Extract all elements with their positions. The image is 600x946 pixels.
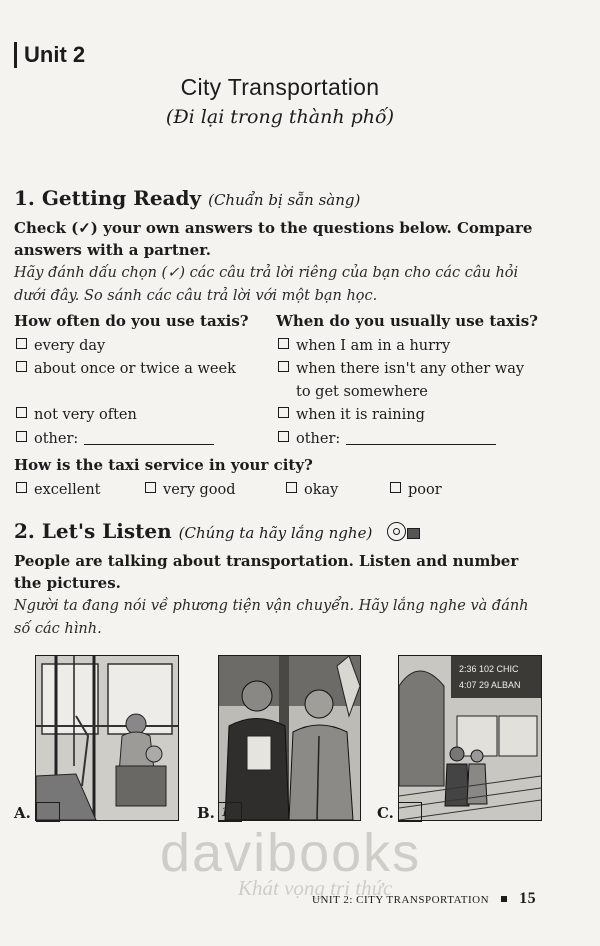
instruction-line: People are talking about transportation. Listen and number <box>14 552 519 570</box>
footer-square-icon <box>501 896 507 902</box>
option-okay[interactable]: okay <box>286 479 338 502</box>
page-title: City Transportation <box>180 74 380 100</box>
instruction-line: the pictures. <box>14 574 121 592</box>
section-2-heading <box>14 519 420 543</box>
section-1-instruction-vi <box>14 262 544 308</box>
checkbox[interactable] <box>16 338 27 349</box>
instruction-line: answers with a partner. <box>14 241 211 259</box>
section-2-title-vi: (Chúng ta hãy lắng nghe) <box>178 524 373 542</box>
checkbox[interactable] <box>16 482 27 493</box>
option-excellent[interactable]: excellent <box>16 479 100 502</box>
checkbox[interactable] <box>286 482 297 493</box>
picture-a-number-box[interactable] <box>36 802 60 822</box>
picture-b-number-box[interactable]: 1 <box>218 802 242 822</box>
option-in-a-hurry[interactable]: when I am in a hurry <box>278 335 450 358</box>
picture-c-train-station <box>398 655 542 821</box>
checkbox[interactable] <box>145 482 156 493</box>
instruction-vi-line: dưới đây. So sánh các câu trả lời với một bạn học. <box>14 288 378 304</box>
option-every-day[interactable]: every day <box>16 335 105 358</box>
section-1-heading <box>14 186 360 210</box>
option-no-other-way[interactable]: when there isn't any other way <box>278 358 524 381</box>
departure-board-line: 4:07 29 ALBAN <box>459 680 521 690</box>
checkbox[interactable] <box>278 338 289 349</box>
picture-b-label: B. <box>197 804 215 822</box>
bus-interior-illustration <box>36 656 178 820</box>
checkbox[interactable] <box>16 361 27 372</box>
page-subtitle: (Đi lại trong thành phố) <box>165 106 395 128</box>
page-footer <box>312 890 536 908</box>
question-taxi-when: When do you usually use taxis? <box>276 312 538 330</box>
checkbox[interactable] <box>278 407 289 418</box>
option-no-other-way-cont: to get somewhere <box>296 384 428 400</box>
fill-in-blank[interactable] <box>346 444 496 445</box>
option-raining[interactable]: when it is raining <box>278 404 425 427</box>
instruction-vi-line: số các hình. <box>14 621 102 637</box>
unit-label: Unit 2 <box>14 42 85 68</box>
checkbox[interactable] <box>390 482 401 493</box>
page-number: 15 <box>519 890 537 907</box>
audio-cd-icon[interactable] <box>387 522 406 541</box>
departure-board-line: 2:36 102 CHIC <box>459 664 519 674</box>
instruction-vi-line: Người ta đang nói về phương tiện vận chuyển. Hãy lắng nghe và đánh <box>14 598 529 614</box>
option-very-good[interactable]: very good <box>145 479 236 502</box>
checkbox[interactable] <box>278 431 289 442</box>
picture-a-label: A. <box>14 804 31 822</box>
picture-a-bus-interior <box>35 655 179 821</box>
option-poor[interactable]: poor <box>390 479 442 502</box>
train-station-illustration <box>399 656 541 820</box>
option-not-very-often[interactable]: not very often <box>16 404 137 427</box>
picture-c-number-box[interactable] <box>398 802 422 822</box>
section-2-title: 2. Let's Listen <box>14 519 172 543</box>
watermark-brand: davibooks <box>160 823 422 883</box>
option-other-when[interactable]: other: <box>278 428 496 451</box>
section-2-instruction-vi <box>14 595 544 641</box>
running-title: UNIT 2: CITY TRANSPORTATION <box>312 894 490 906</box>
picture-c-label: C. <box>377 804 394 822</box>
watermark-tagline: Khát vọng tri thức <box>238 876 393 900</box>
instruction-line: Check (✓) your own answers to the questions below. Compare <box>14 219 533 237</box>
picture-b-commuters <box>218 655 361 821</box>
instruction-vi-line: Hãy đánh dấu chọn (✓) các câu trả lời riêng của bạn cho các câu hỏi <box>14 265 519 281</box>
commuters-illustration <box>219 656 360 820</box>
track-icon <box>407 528 420 539</box>
section-1-instruction <box>14 217 544 261</box>
question-taxi-service: How is the taxi service in your city? <box>14 456 313 474</box>
option-once-twice-week[interactable]: about once or twice a week <box>16 358 236 381</box>
checkbox[interactable] <box>16 431 27 442</box>
question-taxi-frequency: How often do you use taxis? <box>14 312 249 330</box>
section-1-title-vi: (Chuẩn bị sẵn sàng) <box>208 191 361 209</box>
fill-in-blank[interactable] <box>84 444 214 445</box>
section-1-title: 1. Getting Ready <box>14 186 202 210</box>
section-2-instruction <box>14 550 544 594</box>
checkbox[interactable] <box>278 361 289 372</box>
option-other-frequency[interactable]: other: <box>16 428 214 451</box>
checkbox[interactable] <box>16 407 27 418</box>
